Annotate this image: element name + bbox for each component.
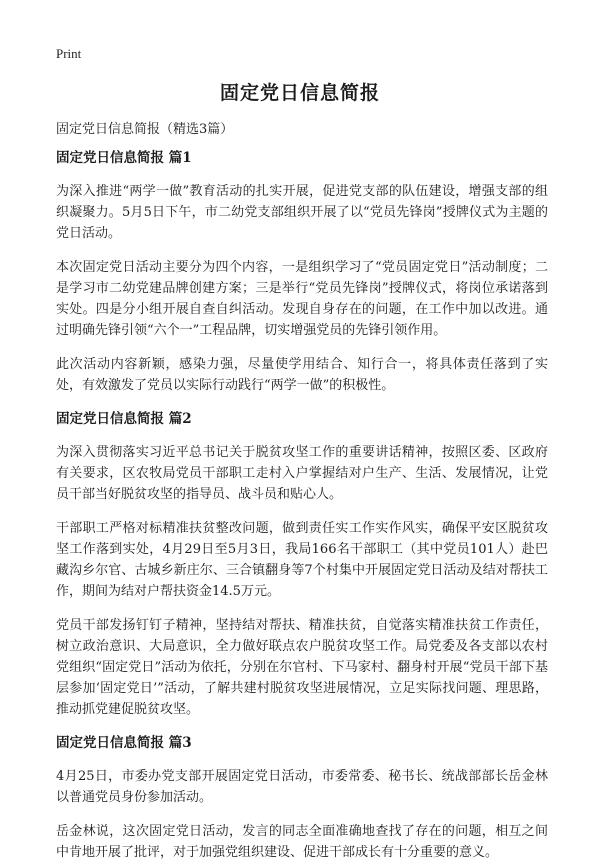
paragraph: 干部职工严格对标精准扶贫整改问题，做到责任实工作实作风实，确保平安区脱贫攻坚工作落到实处，4月29日至5月3日，我局166名干部职工（其中党员101人）赴巴藏沟乡尔官、古城乡新庄尔、三合镇翻身等7个村集中开展固定党日活动及结对帮扶工作，期间为结对户帮扶资金14.5万元。 <box>56 521 548 599</box>
paragraph: 此次活动内容新颖，感染力强，尽量使学用结合、知行合一，将具体责任落到了实处，有效激发了党员以实际行动践行“两学一做”的积极性。 <box>56 357 548 393</box>
article-section-3 <box>56 733 548 863</box>
page-title: 固定党日信息简报 <box>219 82 380 104</box>
section-heading: 固定党日信息简报 篇2 <box>56 411 192 427</box>
article-section-2 <box>56 409 548 720</box>
document-subtitle: 固定党日信息简报（精选3篇） <box>56 122 234 137</box>
paragraph: 4月25日，市委办党支部开展固定党日活动，市委常委、秘书长、统战部部长岳金林以普通党员身份参加活动。 <box>56 769 548 805</box>
document-body <box>56 148 548 863</box>
section-heading: 固定党日信息简报 篇1 <box>56 150 192 166</box>
section-heading: 固定党日信息简报 篇3 <box>56 735 192 751</box>
print-label[interactable]: Print <box>56 46 82 61</box>
paragraph: 为深入贯彻落实习近平总书记关于脱贫攻坚工作的重要讲话精神，按照区委、区政府有关要求，区农牧局党员干部职工走村入户掌握结对户生产、生活、发展情况，让党员干部当好脱贫攻坚的指导员、战斗员和贴心人。 <box>56 445 548 502</box>
paragraph: 为深入推进“两学一做”教育活动的扎实开展，促进党支部的队伍建设，增强支部的组织凝聚力。5月5日下午，市二幼党支部组织开展了以“党员先锋岗”授牌仪式为主题的党日活动。 <box>56 184 548 241</box>
article-section-1 <box>56 148 548 396</box>
paragraph: 岳金林说，这次固定党日活动，发言的同志全面准确地查找了存在的问题，相互之间中肯地开展了批评，对于加强党组织建设、促进干部成长有十分重要的意义。 <box>56 824 548 860</box>
paragraph: 本次固定党日活动主要分为四个内容，一是组织学习了“党员固定党日”活动制度；二是学习市二幼党建品牌创建方案；三是举行“党员先锋岗”授牌仪式，将岗位承诺落到实处。四是分小组开展自查自纠活动。发现自身存在的问题，在工作中加以改进。通过明确先锋引领“六个一”工程品牌，切实增强党员的先锋引领作用。 <box>56 260 548 338</box>
paragraph: 党员干部发扬钉钉子精神，坚持结对帮扶、精准扶贫，自觉落实精准扶贫工作责任，树立政治意识、大局意识，全力做好联点农户脱贫攻坚工作。局党委及各支部以农村党组织“固定党日”活动为依托，分别在尔官村、下马家村、翻身村开展“党员干部下基层参加‘固定党日’”活动，了解共建村脱贫攻坚进展情况，立足实际找问题、理思路，推动抓党建促脱贫攻坚。 <box>56 618 548 717</box>
